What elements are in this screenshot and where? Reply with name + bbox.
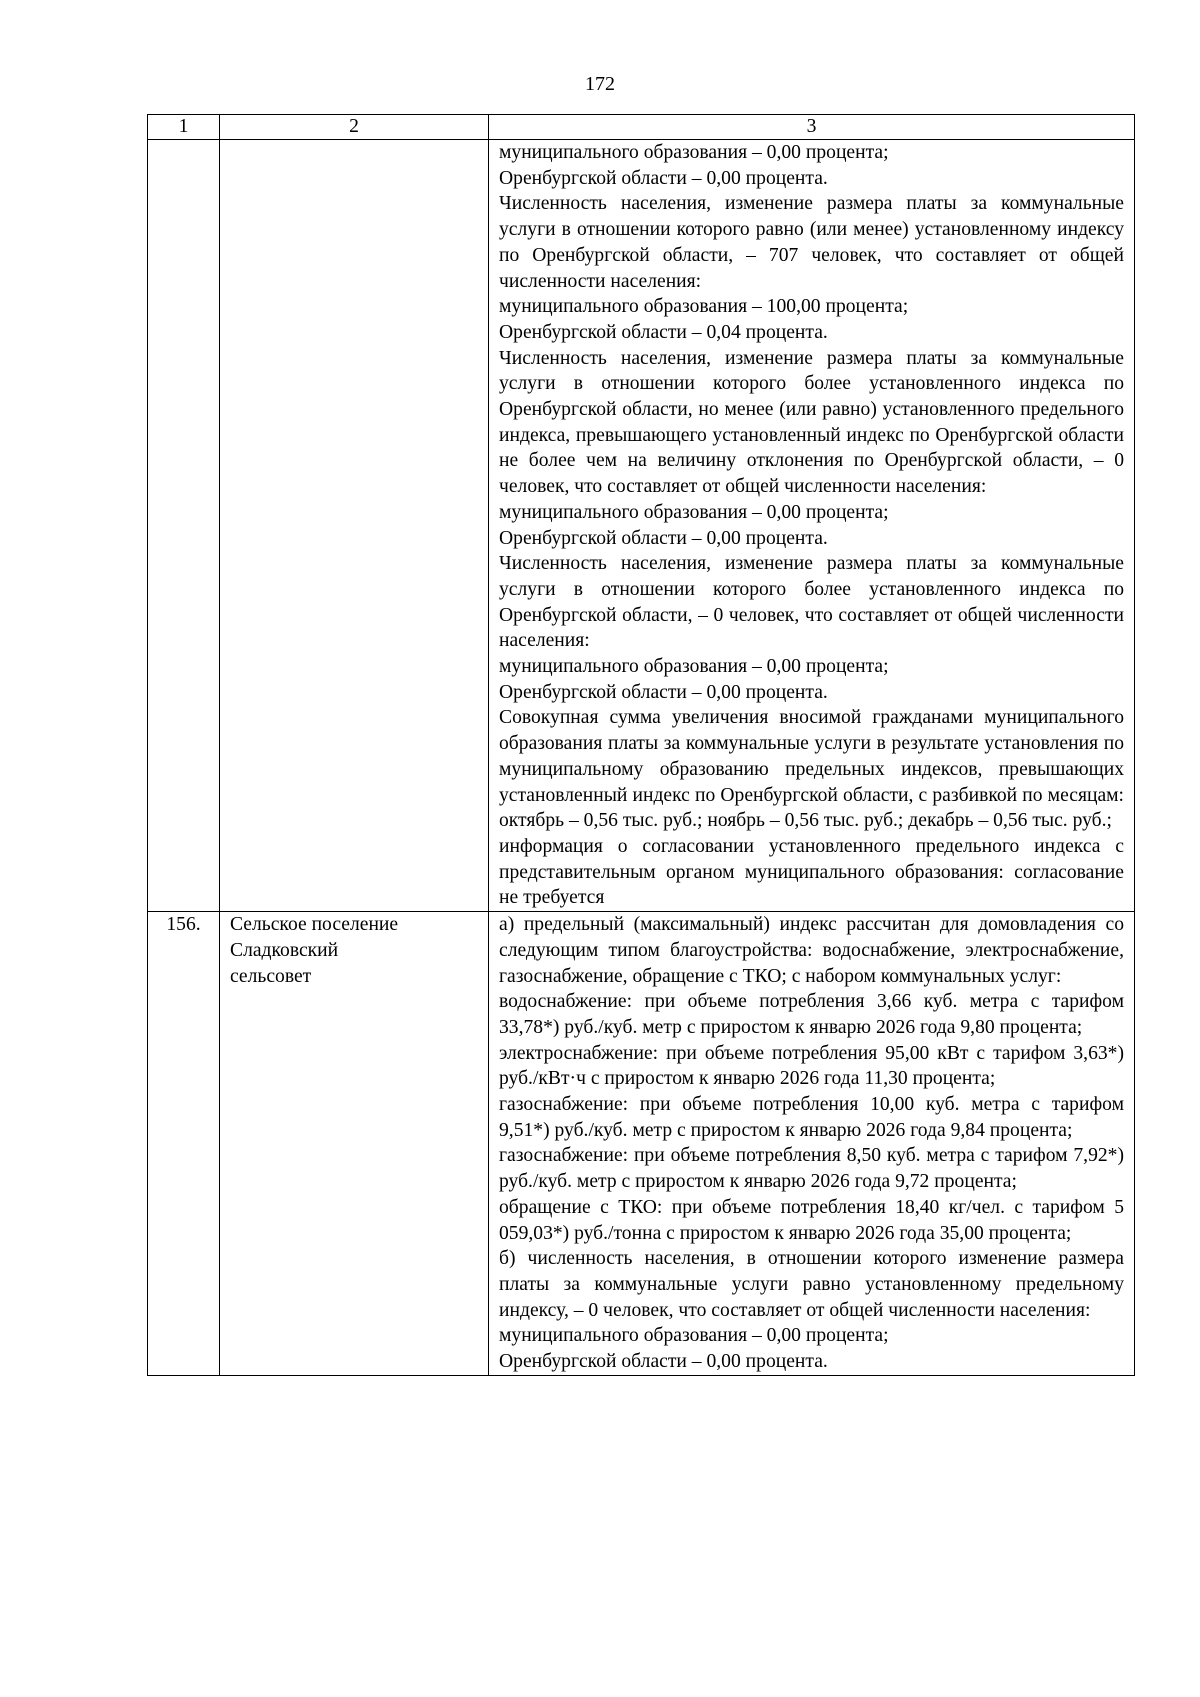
municipality-name-line: Сладковский xyxy=(230,939,339,961)
table-header-row xyxy=(148,115,1135,140)
paragraph: водоснабжение: при объеме потребления 3,66 куб. метра с тарифом 33,78*) руб./куб. метр с приростом к январю 2026 года 9,80 процента; xyxy=(499,991,1124,1038)
municipality-name-line: сельсовет xyxy=(230,965,312,987)
municipality-name xyxy=(220,912,489,1376)
paragraph: муниципального образования – 0,00 процента; xyxy=(499,1325,889,1347)
paragraph: газоснабжение: при объеме потребления 10,00 куб. метра с тарифом 9,51*) руб./куб. метр с приростом к январю 2026 года 9,84 процента; xyxy=(499,1094,1124,1141)
paragraph: Численность населения, изменение размера платы за коммунальные услуги в отношении которого равно (или менее) установленному индексу по Оренбургской области, – 707 человек, что составляет от общей численности населения: xyxy=(499,193,1124,292)
column-header-1: 1 xyxy=(148,115,220,140)
paragraph: Оренбургской области – 0,00 процента. xyxy=(499,527,828,549)
paragraph: Численность населения, изменение размера платы за коммунальные услуги в отношении которого более установленного индекса по Оренбургской области, – 0 человек, что составляет от общей численности населения: xyxy=(499,553,1124,652)
municipality-name-line: Сельское поселение xyxy=(230,914,399,936)
paragraph: информация о согласовании установленного предельного индекса с представительным органом муниципального образования: согласование не требуется xyxy=(499,835,1124,909)
paragraph: муниципального образования – 100,00 процента; xyxy=(499,296,909,318)
row-number xyxy=(148,140,220,912)
paragraph: муниципального образования – 0,00 процента; xyxy=(499,142,889,163)
column-header-3: 3 xyxy=(489,115,1135,140)
paragraph: Совокупная сумма увеличения вносимой гражданами муниципального образования платы за коммунальные услуги в результате установления по муниципальному образованию предельных индексов, превышающих установленный индекс по Оренбургской области, с разбивкой по месяцам: октябрь – 0,56 тыс. руб.; ноябрь – 0,56 тыс. руб.; декабрь – 0,56 тыс. руб.; xyxy=(499,707,1124,832)
page-number: 172 xyxy=(585,73,615,95)
paragraph: Оренбургской области – 0,00 процента. xyxy=(499,681,828,703)
paragraph: электроснабжение: при объеме потребления 95,00 кВт с тарифом 3,63*) руб./кВт·ч с приростом к январю 2026 года 11,30 процента; xyxy=(499,1042,1124,1090)
column-header-2: 2 xyxy=(220,115,489,140)
paragraph: б) численность населения, в отношении которого изменение размера платы за коммунальные услуги равно установленному предельному индексу, – 0 человек, что составляет от общей численности населения: xyxy=(499,1248,1124,1321)
paragraph: муниципального образования – 0,00 процента; xyxy=(499,501,889,523)
paragraph: Оренбургской области – 0,00 процента. xyxy=(499,167,828,189)
row-description xyxy=(489,912,1135,1376)
table-row-156 xyxy=(148,912,1135,1376)
paragraph: Численность населения, изменение размера платы за коммунальные услуги в отношении которого более установленного индекса по Оренбургской области, но менее (или равно) установленного предельного индекса, превышающего установленный индекс по Оренбургской области не более чем на величину отклонения по Оренбургской области, – 0 человек, что составляет от общей численности населения: xyxy=(499,347,1124,498)
document-table xyxy=(147,114,1135,1376)
paragraph: Оренбургской области – 0,00 процента. xyxy=(499,1351,828,1373)
paragraph: а) предельный (максимальный) индекс рассчитан для домовладения со следующим типом благоустройства: водоснабжение, электроснабжение, газоснабжение, обращение с ТКО; с набором коммунальных услуг: xyxy=(499,914,1124,987)
paragraph: обращение с ТКО: при объеме потребления 18,40 кг/чел. с тарифом 5 059,03*) руб./тонна с приростом к январю 2026 года 35,00 процента; xyxy=(499,1196,1124,1244)
paragraph: газоснабжение: при объеме потребления 8,50 куб. метра с тарифом 7,92*) руб./куб. метр с приростом к январю 2026 года 9,72 процента; xyxy=(499,1145,1124,1193)
paragraph: муниципального образования – 0,00 процента; xyxy=(499,656,889,678)
table-row-continuation xyxy=(148,140,1135,912)
municipality-name xyxy=(220,140,489,912)
row-description xyxy=(489,140,1135,912)
paragraph: Оренбургской области – 0,04 процента. xyxy=(499,321,828,343)
row-number: 156. xyxy=(148,912,220,1376)
